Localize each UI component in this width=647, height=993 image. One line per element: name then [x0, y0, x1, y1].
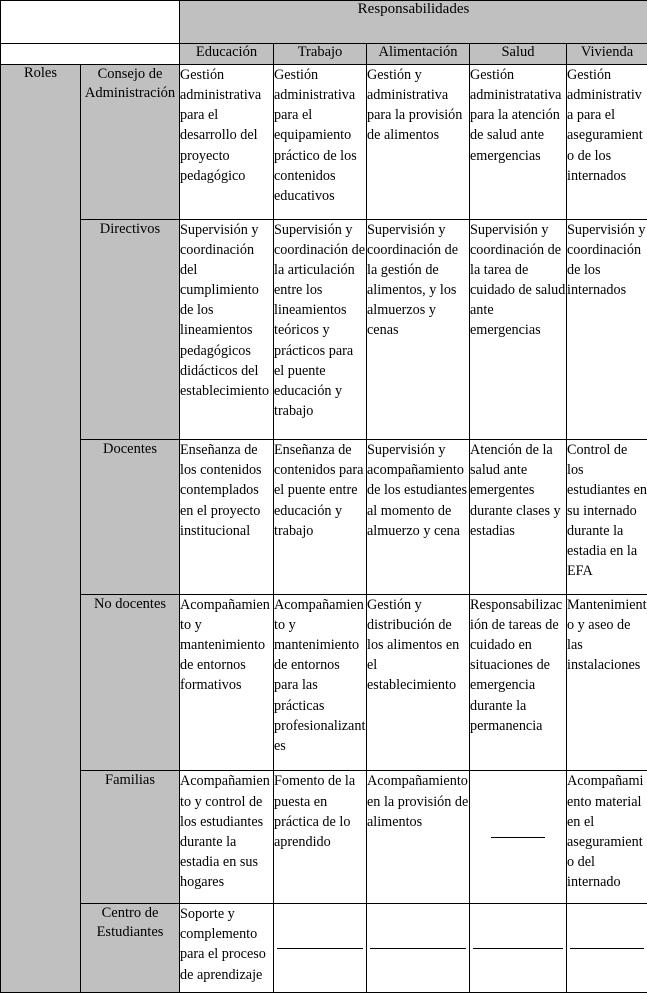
role-name-cell: Familias [81, 771, 180, 904]
cell-trabajo: Fomento de la puesta en práctica de lo aprendido [274, 771, 367, 904]
role-name-cell: Docentes [81, 440, 180, 595]
cell-alimentacion: Acompañamiento en la provisión de alimentos [367, 771, 470, 904]
corner-blank-cell [1, 1, 180, 44]
column-header-trabajo: Trabajo [274, 44, 367, 65]
table-row [1, 440, 647, 595]
empty-dash-icon [473, 948, 563, 949]
cell-trabajo-empty [274, 904, 367, 993]
cell-salud: Supervisión y coordinación de la tarea de cuidado de salud ante emergencias [470, 219, 567, 439]
column-group-header: Responsabilidades [180, 1, 647, 44]
column-header-educacion: Educación [180, 44, 274, 65]
cell-salud: Responsabilización de tareas de cuidado en situaciones de emergencia durante la permanencia [470, 594, 567, 771]
cell-salud: Atención de la salud ante emergentes durante clases y estadias [470, 440, 567, 595]
table-row [1, 219, 647, 439]
cell-vivienda: Control de los estudiantes en su internado durante la estadia en la EFA [567, 440, 647, 595]
cell-alimentacion: Gestión y distribución de los alimentos en el establecimiento [367, 594, 470, 771]
cell-alimentacion: Supervisión y coordinación de la gestión de alimentos, y los almuerzos y cenas [367, 219, 470, 439]
cell-educacion: Acompañamiento y mantenimiento de entornos formativos [180, 594, 274, 771]
cell-vivienda-empty [567, 904, 647, 993]
cell-educacion: Enseñanza de los contenidos contemplados en el proyecto institucional [180, 440, 274, 595]
header-row-group [1, 1, 647, 44]
empty-dash-icon [277, 948, 363, 949]
cell-salud: Gestión administratativa para la atención de salud ante emergencias [470, 65, 567, 220]
role-name-cell: No docentes [81, 594, 180, 771]
cell-vivienda: Acompañamiento material en el aseguramiento del internado [567, 771, 647, 904]
cell-alimentacion: Gestión y administrativa para la provisión de alimentos [367, 65, 470, 220]
table-row [1, 771, 647, 904]
role-name-cell: Consejo de Administración [81, 65, 180, 220]
cell-vivienda: Mantenimiento y aseo de las instalaciones [567, 594, 647, 771]
cell-vivienda: Gestión administrativa para el aseguramiento de los internados [567, 65, 647, 220]
cell-educacion: Soporte y complemento para el proceso de aprendizaje [180, 904, 274, 993]
cell-trabajo: Enseñanza de contenidos para el puente entre educación y trabajo [274, 440, 367, 595]
cell-educacion: Supervisión y coordinación del cumplimiento de los lineamientos pedagógicos didácticos del establecimiento [180, 219, 274, 439]
cell-salud-empty [470, 904, 567, 993]
corner-blank-cell-lower [1, 44, 180, 65]
role-name-cell: Directivos [81, 219, 180, 439]
role-name-cell: Centro de Estudiantes [81, 904, 180, 993]
empty-dash-icon [491, 837, 545, 838]
table-row [1, 594, 647, 771]
cell-salud-empty [470, 771, 567, 904]
cell-trabajo: Acompañamiento y mantenimiento de entornos para las prácticas profesionalizantes [274, 594, 367, 771]
empty-dash-icon [370, 948, 466, 949]
empty-dash-icon [570, 948, 644, 949]
row-group-label-roles: Roles [1, 65, 81, 993]
cell-vivienda: Supervisión y coordinación de los internados [567, 219, 647, 439]
cell-trabajo: Gestión administrativa para el equipamiento práctico de los contenidos educativos [274, 65, 367, 220]
cell-alimentacion: Supervisión y acompañamiento de los estudiantes al momento de almuerzo y cena [367, 440, 470, 595]
column-header-alimentacion: Alimentación [367, 44, 470, 65]
table-row [1, 65, 647, 220]
cell-alimentacion-empty [367, 904, 470, 993]
cell-educacion: Gestión administrativa para el desarrollo del proyecto pedagógico [180, 65, 274, 220]
table-row [1, 904, 647, 993]
header-row-columns [1, 44, 647, 65]
column-header-vivienda: Vivienda [567, 44, 647, 65]
cell-trabajo: Supervisión y coordinación de la articulación entre los lineamientos teóricos y prácticos para el puente educación y trabajo [274, 219, 367, 439]
column-header-salud: Salud [470, 44, 567, 65]
cell-educacion: Acompañamiento y control de los estudiantes durante la estadia en sus hogares [180, 771, 274, 904]
